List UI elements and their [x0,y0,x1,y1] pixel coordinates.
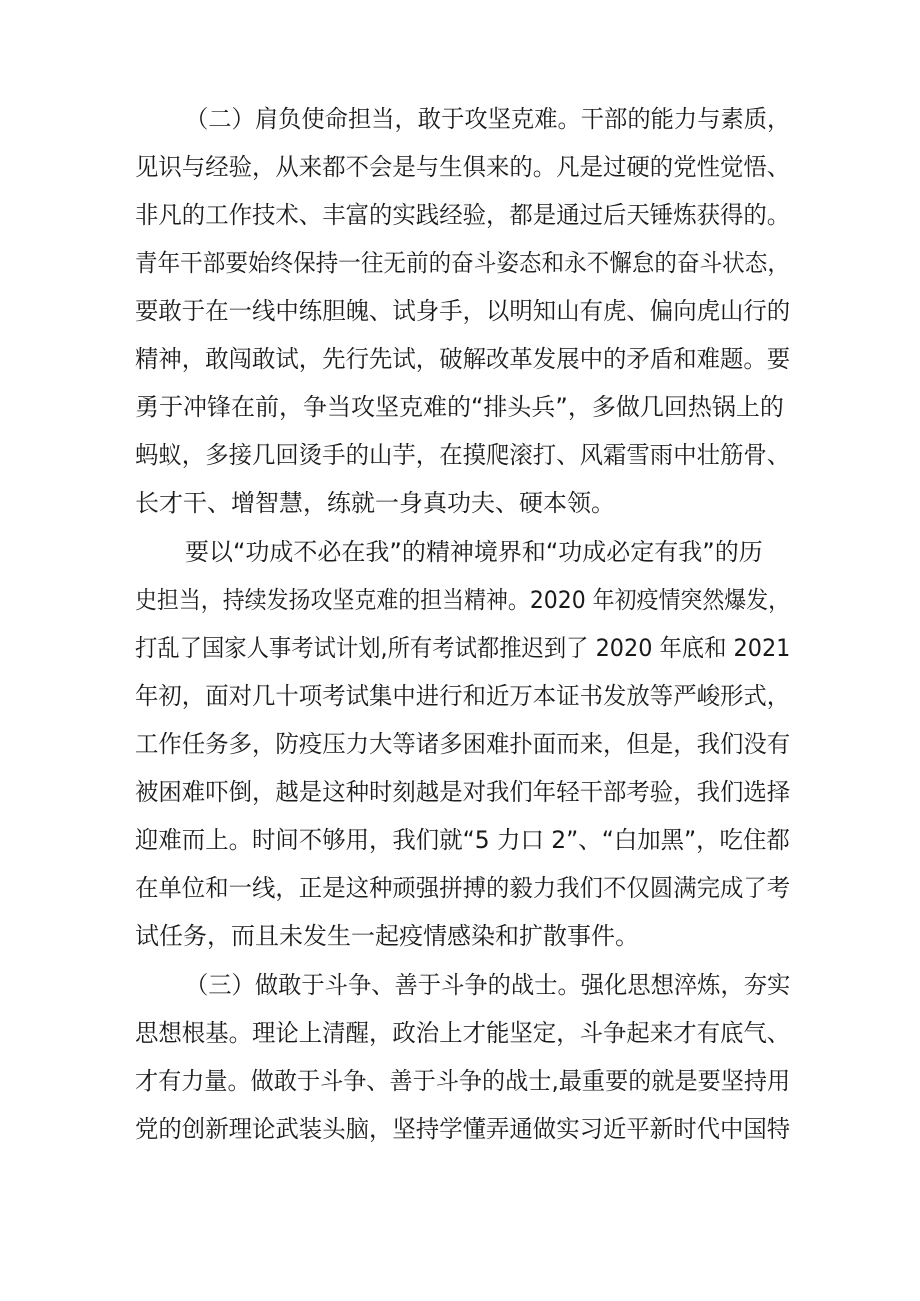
text-line [135,777,920,807]
text-line [135,873,920,903]
line-text: 工作任务多，防疫压力大等诸多困难扑面而来，但是，我们没有 [135,730,791,758]
text-line [135,248,920,278]
text-line [135,344,920,374]
text-line [135,681,920,711]
text-line [135,296,920,326]
line-text: 迎难而上。时间不够用，我们就“5 力口 2”、“白加黑”，吃住都 [135,826,790,854]
text-line [135,1066,920,1096]
text-line [135,200,920,230]
text-line [135,152,920,182]
line-text: 蚂蚁，多接几回烫手的山芋，在摸爬滚打、风霜雪雨中壮筋骨、 [135,441,791,469]
line-text: 勇于冲锋在前，争当攻坚克难的“排头兵”，多做几回热锅上的 [135,393,784,421]
line-text: 长才干、增智慧，练就一身真功夫、硬本领。 [135,489,615,517]
text-line [135,488,920,518]
text-line [185,537,920,567]
line-text: 被困难吓倒，越是这种时刻越是对我们年轻干部考验，我们选择 [135,778,791,806]
line-text: 非凡的工作技术、丰富的实践经验，都是通过后天锤炼获得的。 [135,201,791,229]
text-line [135,1018,920,1048]
line-text: 史担当，持续发扬攻坚克难的担当精神。2020 年初疫情突然爆发， [135,586,791,614]
line-text: 试任务，而且未发生一起疫情感染和扩散事件。 [135,922,639,950]
text-line [135,729,920,759]
line-text: （二）肩负使命担当，敢于攻坚克难。干部的能力与素质， [185,105,791,133]
line-text: 要以“功成不必在我”的精神境界和“功成必定有我”的历 [185,538,763,566]
line-text: 打乱了国家人事考试计划,所有考试都推迟到了 2020 年底和 2021 [135,634,791,662]
line-text: （三）做敢于斗争、善于斗争的战士。强化思想淬炼，夯实 [185,971,791,999]
line-text: 才有力量。做敢于斗争、善于斗争的战士,最重要的就是要坚持用 [135,1067,791,1095]
line-text: 思想根基。理论上清醒，政治上才能坚定，斗争起来才有底气、 [135,1019,791,1047]
text-line [185,104,920,134]
text-line [135,440,920,470]
line-text: 年初，面对几十项考试集中进行和近万本证书发放等严峻形式， [135,682,791,710]
text-line [135,392,920,422]
text-line [135,921,920,951]
line-text: 在单位和一线，正是这种顽强拼搏的毅力我们不仅圆满完成了考 [135,874,791,902]
line-text: 要敢于在一线中练胆魄、试身手，以明知山有虎、偏向虎山行的 [135,297,791,325]
line-text: 精神，敢闯敢试，先行先试，破解改革发展中的矛盾和难题。要 [135,345,791,373]
line-text: 见识与经验，从来都不会是与生俱来的。凡是过硬的党性觉悟、 [135,153,791,181]
text-line [135,825,920,855]
line-text: 党的创新理论武装头脑，坚持学懂弄通做实习近平新时代中国特 [135,1115,791,1143]
line-text: 青年干部要始终保持一往无前的奋斗姿态和永不懈怠的奋斗状态， [135,249,790,277]
text-line [135,585,920,615]
text-line [135,1114,920,1144]
text-line [135,633,920,663]
text-line [185,970,920,1000]
